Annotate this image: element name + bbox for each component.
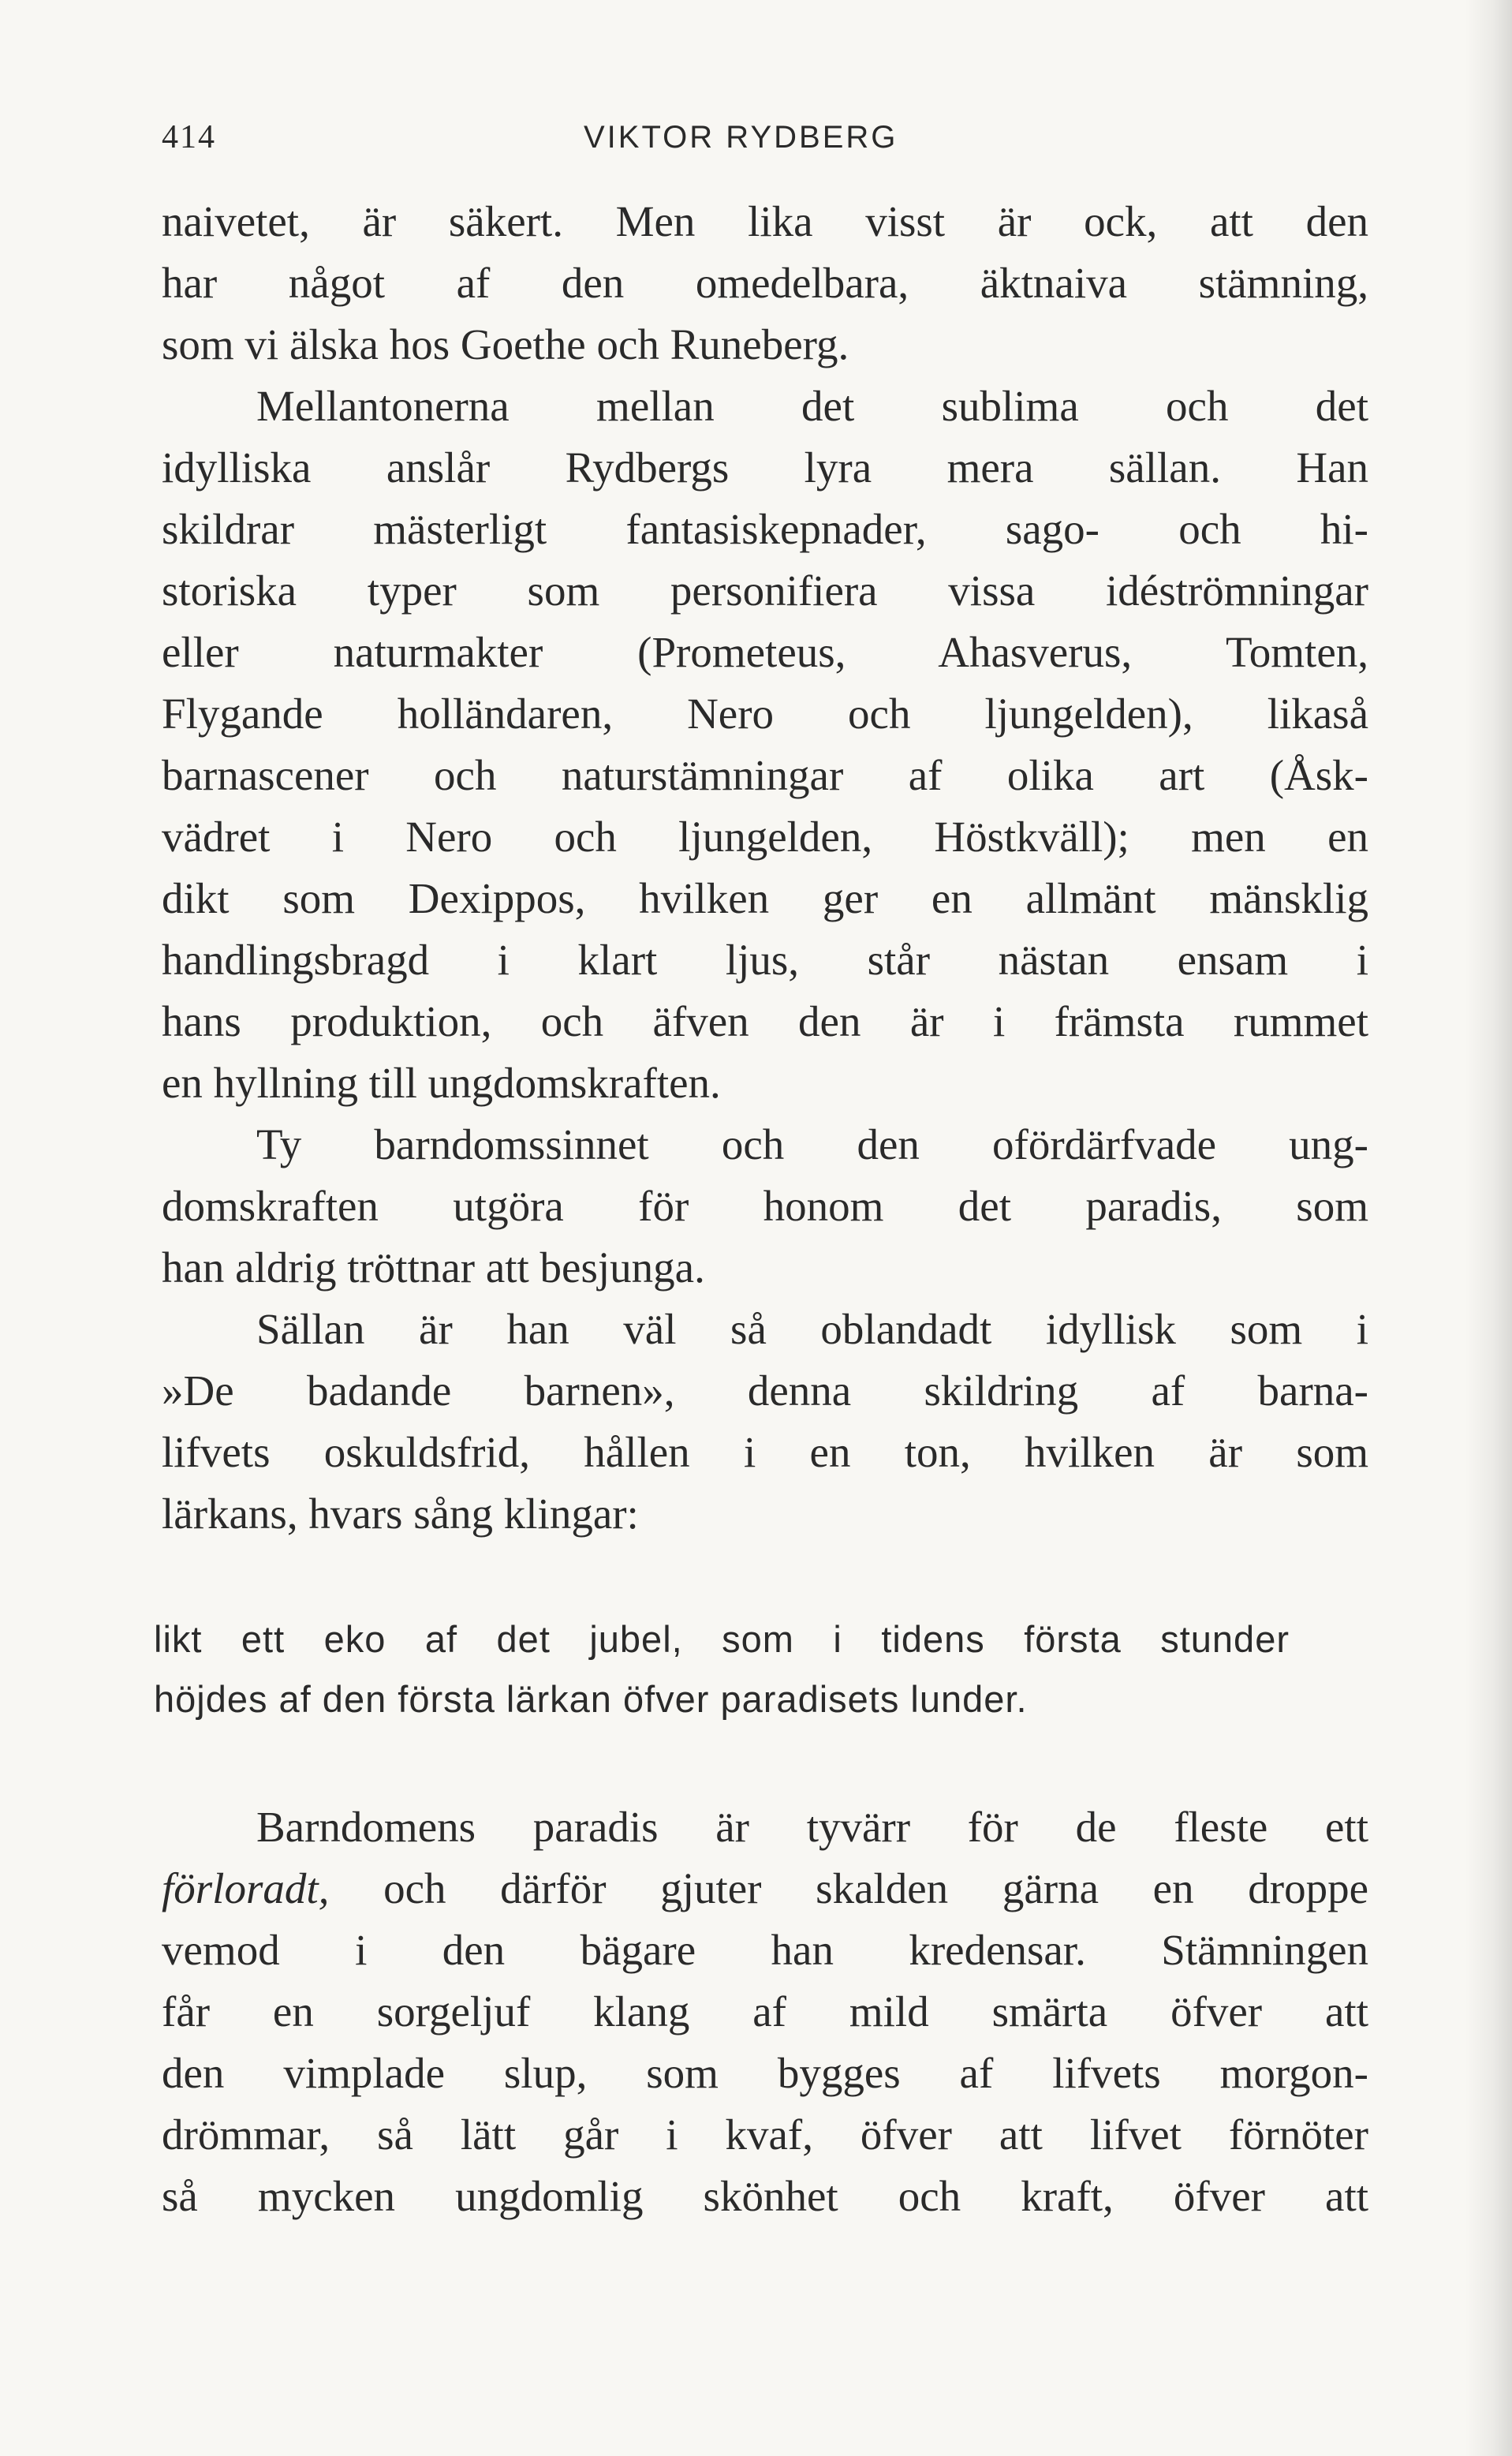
text-line: hans produktion, och äfven den är i främsta rummet xyxy=(162,997,1368,1045)
text-line: naivetet, är säkert. Men lika visst är ock, att den xyxy=(162,197,1368,245)
body-text-2 xyxy=(162,1796,1368,2227)
text-line: Mellantonerna mellan det sublima och det xyxy=(256,382,1368,430)
page-header xyxy=(162,118,1368,166)
text-line: får en sorgeljuf klang af mild smärta öfver att xyxy=(162,1987,1368,2035)
text-line: så mycken ungdomlig skönhet och kraft, öfver att xyxy=(162,2172,1368,2220)
text-line: som vi älska hos Goethe och Runeberg. xyxy=(162,320,849,368)
text-line-with-italic xyxy=(162,1858,1368,1920)
text-line: Sällan är han väl så oblandadt idyllisk som i xyxy=(256,1305,1368,1353)
text-line: vemod i den bägare han kredensar. Stämningen xyxy=(162,1926,1368,1974)
page-number: 414 xyxy=(162,119,216,155)
text-line: en hyllning till ungdomskraften. xyxy=(162,1059,721,1107)
text-line: han aldrig tröttnar att besjunga. xyxy=(162,1243,705,1292)
text-line: »De badande barnen», denna skildring af barna- xyxy=(162,1366,1368,1415)
text-line: skildrar mästerligt fantasiskepnader, sago- och hi- xyxy=(162,505,1368,553)
text-line: Flygande holländaren, Nero och ljungelden), likaså xyxy=(162,690,1368,738)
text-line: har något af den omedelbara, äktnaiva stämning, xyxy=(162,259,1368,307)
verse-quote xyxy=(154,1609,1290,1729)
text-line: Barndomens paradis är tyvärr för de fleste ett xyxy=(256,1803,1368,1851)
text-line: Ty barndomssinnet och den ofördärfvade ung- xyxy=(256,1120,1368,1168)
italic-word: förloradt, xyxy=(162,1864,330,1912)
text-line: lifvets oskuldsfrid, hållen i en ton, hvilken är som xyxy=(162,1428,1368,1476)
text-line: lärkans, hvars sång klingar: xyxy=(162,1490,639,1538)
text-line: idylliska anslår Rydbergs lyra mera sällan. Han xyxy=(162,443,1368,492)
text-line: vädret i Nero och ljungelden, Höstkväll); men en xyxy=(162,813,1368,861)
text-line: handlingsbragd i klart ljus, står nästan ensam i xyxy=(162,936,1368,984)
verse-line: höjdes af den första lärkan öfver paradisets lunder. xyxy=(154,1678,1028,1720)
text-line: domskraften utgöra för honom det paradis, som xyxy=(162,1182,1368,1230)
text-line: eller naturmakter (Prometeus, Ahasverus, Tomten, xyxy=(162,628,1368,676)
text-line: den vimplade slup, som bygges af lifvets morgon- xyxy=(162,2049,1368,2097)
text-line: drömmar, så lätt går i kvaf, öfver att lifvet förnöter xyxy=(162,2110,1368,2159)
body-text-1 xyxy=(162,191,1368,1545)
text-line: storiska typer som personifiera vissa idéströmningar xyxy=(162,566,1368,615)
text-line: dikt som Dexippos, hvilken ger en allmänt mänsklig xyxy=(162,874,1368,922)
running-title: VIKTOR RYDBERG xyxy=(584,120,898,155)
verse-line: likt ett eko af det jubel, som i tidens första stunder xyxy=(154,1618,1290,1660)
text-line: barnascener och naturstämningar af olika art (Åsk- xyxy=(162,751,1368,799)
page-edge-shadow xyxy=(1465,0,1512,2456)
text-segment: och därför gjuter skalden gärna en droppe xyxy=(329,1864,1368,1912)
